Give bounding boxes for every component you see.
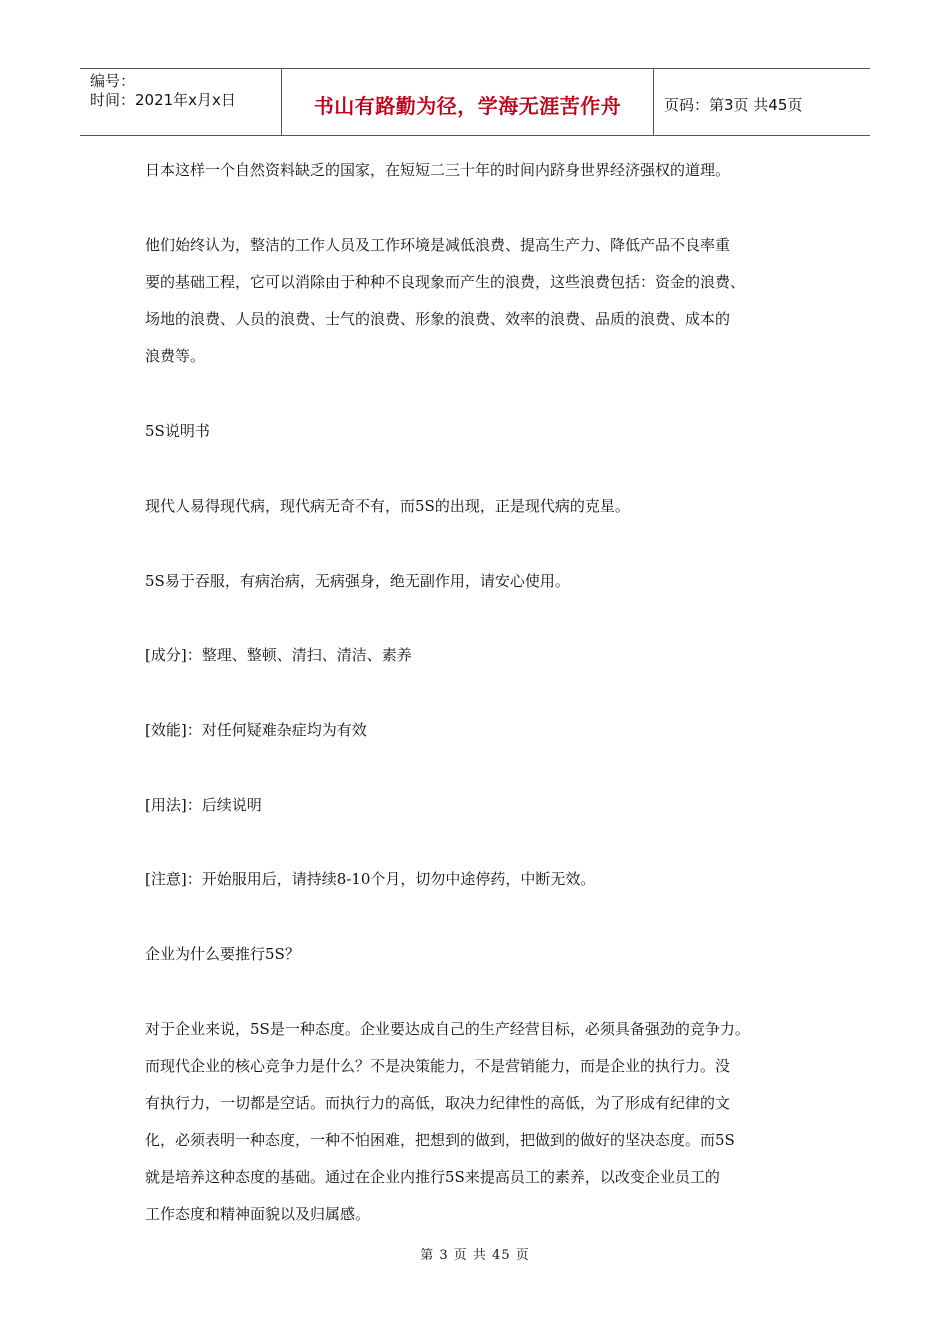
paragraph-attitude — [145, 1011, 835, 1233]
paragraph-line: 他们始终认为，整洁的工作人员及工作环境是减低浪费、提高生产力、降低产品不良率重 — [145, 236, 731, 254]
paragraph-line: 而现代企业的核心竞争力是什么？不是决策能力，不是营销能力，而是企业的执行力。没 — [145, 1057, 731, 1075]
item-efficacy: [效能]：对任何疑难杂症均为有效 — [145, 721, 367, 739]
paragraph-line: 对于企业来说，5S是一种态度。企业要达成自己的生产经营目标，必须具备强劲的竞争力。 — [145, 1020, 750, 1038]
paragraph-intro: 日本这样一个自然资料缺乏的国家，在短短二三十年的时间内跻身世界经济强权的道理。 — [145, 161, 731, 179]
header-info-cell — [80, 69, 282, 135]
doc-number-label: 编号： — [90, 72, 136, 90]
section-heading-5s-manual: 5S说明书 — [145, 422, 210, 440]
paragraph-line: 场地的浪费、人员的浪费、士气的浪费、形象的浪费、效率的浪费、品质的浪费、成本的 — [145, 310, 731, 328]
header-page-label: 页码：第3页 共45页 — [664, 95, 803, 114]
section-heading-why-5s: 企业为什么要推行5S？ — [145, 945, 300, 963]
item-usage: [用法]：后续说明 — [145, 796, 262, 814]
paragraph-waste — [145, 227, 835, 375]
header-motto: 书山有路勤为径，学海无涯苦作舟 — [282, 69, 654, 135]
page-footer: 第 3 页 共 45 页 — [420, 1248, 530, 1263]
paragraph-line: 浪费等。 — [145, 347, 206, 365]
paragraph-line: 就是培养这种态度的基础。通过在企业内推行5S来提高员工的素养，以改变企业员工的 — [145, 1168, 720, 1186]
paragraph-line: 有执行力，一切都是空话。而执行力的高低，取决力纪律性的高低，为了形成有纪律的文 — [145, 1094, 731, 1112]
paragraph-line: 化，必须表明一种态度，一种不怕困难，把想到的做到，把做到的做好的坚决态度。而5S — [145, 1131, 735, 1149]
doc-date-label: 时间：2021年x月x日 — [90, 91, 236, 109]
paragraph-line: 要的基础工程，它可以消除由于种种不良现象而产生的浪费，这些浪费包括：资金的浪费、 — [145, 273, 746, 291]
page-header — [80, 68, 870, 136]
paragraph-line: 工作态度和精神面貌以及归属感。 — [145, 1205, 371, 1223]
paragraph-usage-note: 5S易于吞服，有病治病，无病强身，绝无副作用，请安心使用。 — [145, 572, 570, 590]
item-ingredients: [成分]：整理、整顿、清扫、清洁、素养 — [145, 646, 412, 664]
item-caution: [注意]：开始服用后，请持续8-10个月，切勿中途停药，中断无效。 — [145, 870, 596, 888]
paragraph-modern-disease: 现代人易得现代病，现代病无奇不有，而5S的出现，正是现代病的克星。 — [145, 497, 630, 515]
